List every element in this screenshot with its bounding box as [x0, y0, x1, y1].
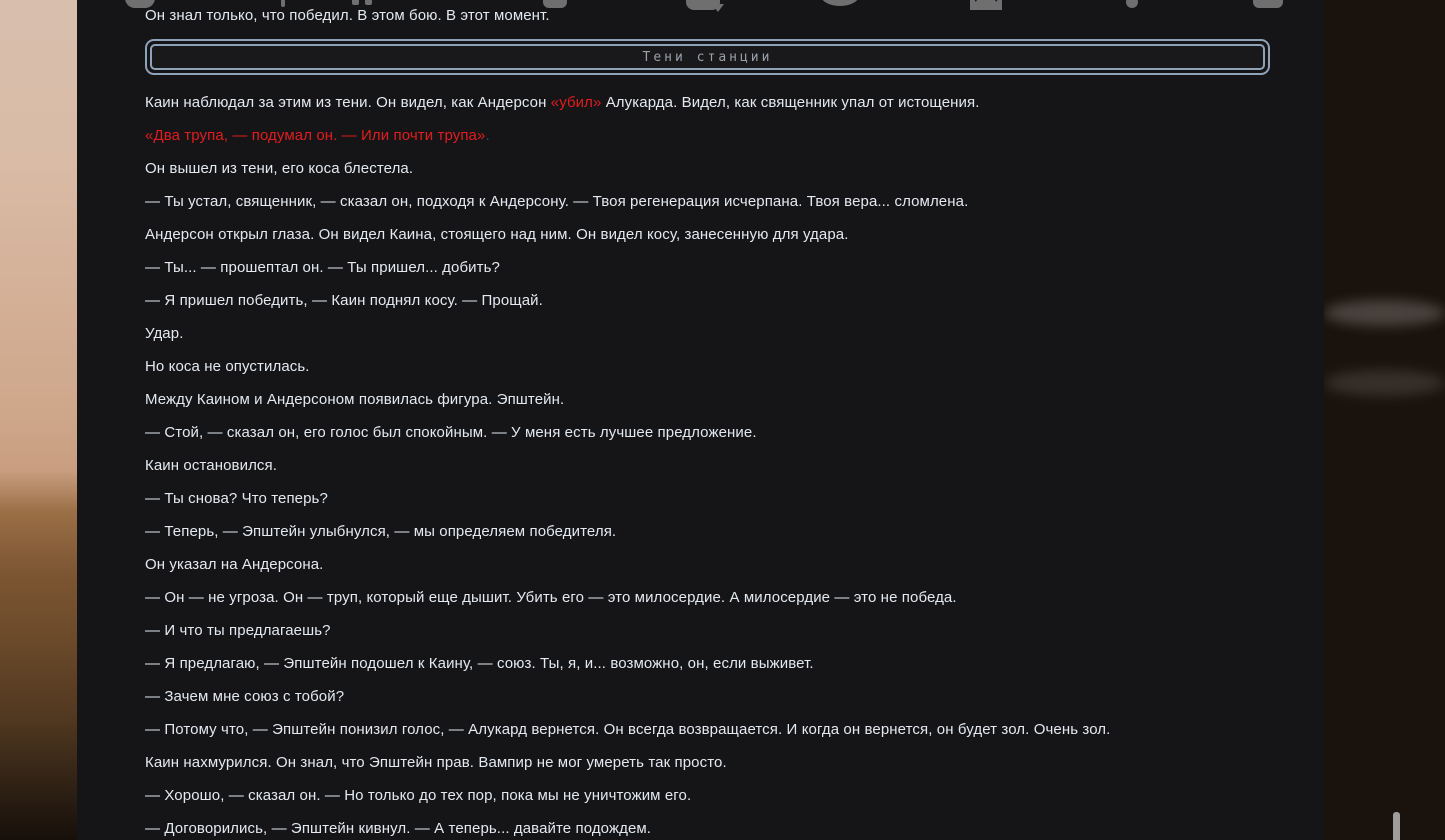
chapter-title-box: [145, 39, 1270, 75]
story-paragraph: [145, 522, 1270, 542]
story-text: Андерсон открыл глаза. Он видел Каина, стоящего над ним. Он видел косу, занесенную для удара.: [145, 226, 849, 243]
story-paragraph: [145, 621, 1270, 641]
story-paragraph: [145, 192, 1270, 212]
story-text: Он указал на Андерсона.: [145, 556, 324, 573]
story-paragraph: [145, 225, 1270, 245]
highlight-blue: .: [485, 127, 490, 144]
story-paragraphs: [145, 93, 1270, 839]
story-text: — Стой, — сказал он, его голос был спокойным. — У меня есть лучшее предложение.: [145, 424, 757, 441]
cloud-shape: [1324, 370, 1445, 396]
story-paragraph: [145, 555, 1270, 575]
story-text: Каин наблюдал за этим из тени. Он видел, как Андерсон: [145, 94, 551, 111]
story-content: [77, 0, 1324, 840]
highlight-red: «Два трупа, — подумал он. — Или почти трупа»: [145, 127, 486, 144]
chapter-title-inner: [150, 44, 1265, 70]
story-paragraph: [145, 786, 1270, 806]
background-landscape-left: [0, 0, 77, 840]
story-text: — Теперь, — Эпштейн улыбнулся, — мы определяем победителя.: [145, 523, 617, 540]
story-text: — Ты снова? Что теперь?: [145, 490, 328, 507]
scrollbar-thumb[interactable]: [1393, 812, 1400, 840]
story-paragraph: [145, 654, 1270, 674]
story-text: Он вышел из тени, его коса блестела.: [145, 160, 414, 177]
story-paragraph: [145, 456, 1270, 476]
story-text: — Он — не угроза. Он — труп, который еще дышит. Убить его — это милосердие. А милосердие — это не победа.: [145, 589, 957, 606]
story-paragraph: [145, 324, 1270, 344]
story-paragraph: [145, 753, 1270, 773]
story-text: Но коса не опустилась.: [145, 358, 310, 375]
highlight-red: «убил»: [550, 94, 602, 111]
story-paragraph: [145, 291, 1270, 311]
story-text: Между Каином и Андерсоном появилась фигура. Эпштейн.: [145, 391, 565, 408]
story-text: — Я предлагаю, — Эпштейн подошел к Каину, — союз. Ты, я, и... возможно, он, если выживет.: [145, 655, 814, 672]
story-paragraph: [145, 126, 1270, 146]
story-text: Каин остановился.: [145, 457, 278, 474]
story-text: — Я пришел победить, — Каин поднял косу. — Прощай.: [145, 292, 543, 309]
story-text: — Зачем мне союз с тобой?: [145, 688, 345, 705]
story-paragraph: [145, 159, 1270, 179]
story-paragraph: [145, 423, 1270, 443]
story-text: Удар.: [145, 325, 184, 342]
story-paragraph: [145, 93, 1270, 113]
story-text: Алукарда. Видел, как священник упал от истощения.: [601, 94, 980, 111]
story-paragraph: [145, 588, 1270, 608]
story-paragraph: [145, 258, 1270, 278]
story-intro-line: Он знал только, что победил. В этом бою. В этот момент.: [145, 7, 550, 24]
story-paragraph: [145, 819, 1270, 839]
story-paragraph: [145, 687, 1270, 707]
story-paragraph: [145, 390, 1270, 410]
background-landscape-right: [1324, 0, 1445, 840]
story-text: — Договорились, — Эпштейн кивнул. — А теперь... давайте подождем.: [145, 820, 652, 837]
story-text: — И что ты предлагаешь?: [145, 622, 331, 639]
story-reader-panel: [77, 0, 1324, 840]
story-text: — Ты устал, священник, — сказал он, подходя к Андерсону. — Твоя регенерация исчерпана. Твоя вера... сломлена.: [145, 193, 969, 210]
story-paragraph: [145, 357, 1270, 377]
story-text: — Потому что, — Эпштейн понизил голос, — Алукард вернется. Он всегда возвращается. И когда он вернется, он будет зол. Очень зол.: [145, 721, 1111, 738]
story-text: Каин нахмурился. Он знал, что Эпштейн прав. Вампир не мог умереть так просто.: [145, 754, 727, 771]
chapter-title: Тени станции: [642, 49, 773, 65]
cloud-shape: [1324, 300, 1445, 326]
story-paragraph: [145, 720, 1270, 740]
story-text: — Хорошо, — сказал он. — Но только до тех пор, пока мы не уничтожим его.: [145, 787, 692, 804]
story-paragraph: [145, 489, 1270, 509]
story-text: — Ты... — прошептал он. — Ты пришел... добить?: [145, 259, 500, 276]
